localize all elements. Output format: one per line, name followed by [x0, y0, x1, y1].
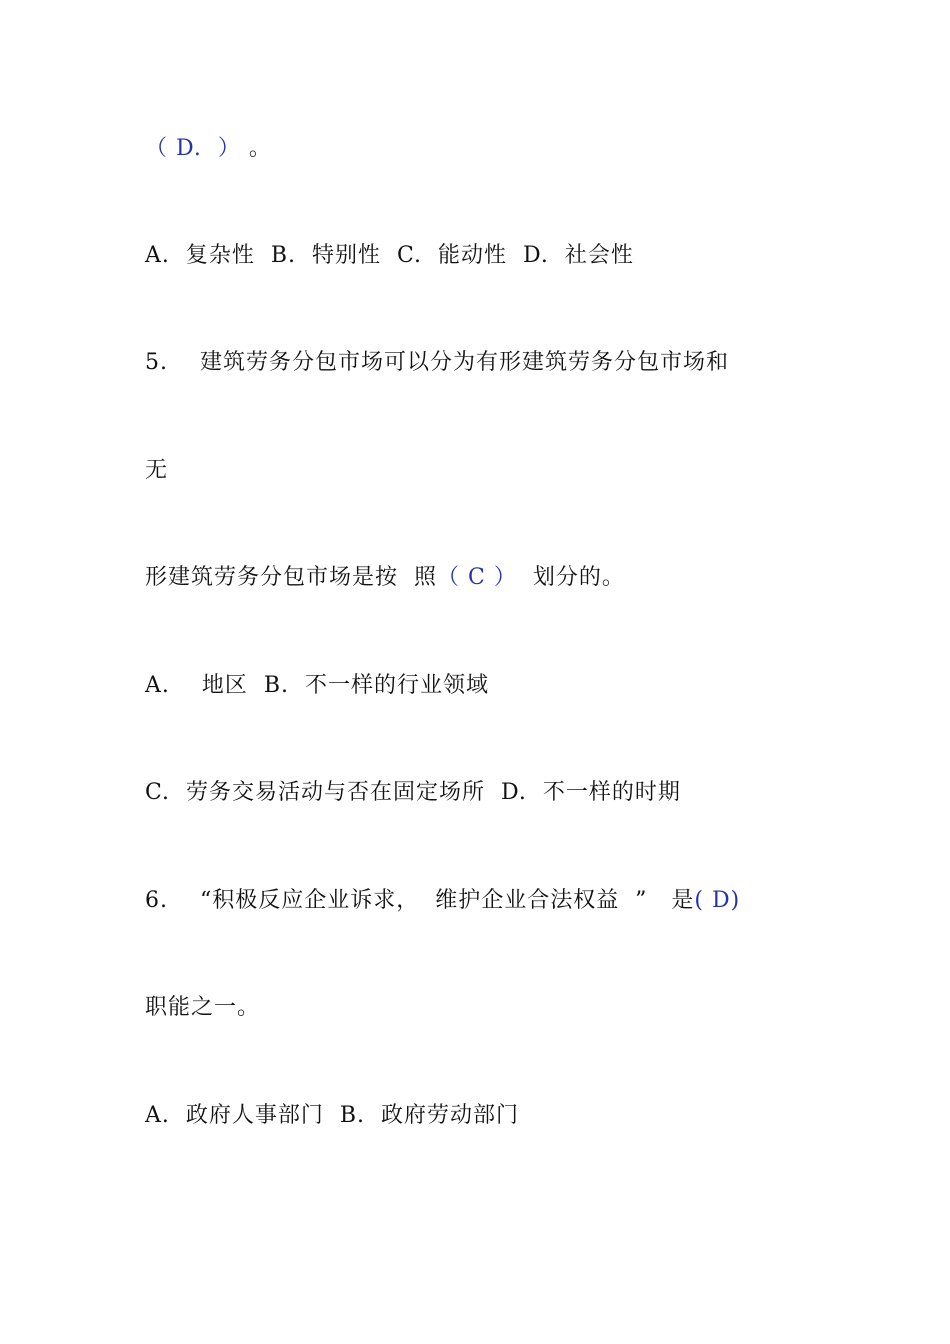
- options-line-4: A. 复杂性 B. 特别性 C. 能动性 D. 社会性: [145, 243, 634, 268]
- question-6-line-2: 职能之一。: [145, 995, 261, 1020]
- answer-line-d: [145, 134, 272, 164]
- answer-choice: （ C ）: [437, 565, 517, 590]
- question-5-line-3: [145, 563, 625, 593]
- question-5-line-1: 5. 建筑劳务分包市场可以分为有形建筑劳务分包市场和: [145, 350, 729, 375]
- question-text-end: 划分的。: [516, 565, 625, 590]
- question-text: 形建筑劳务分包市场是按 照: [145, 565, 437, 590]
- options-5-line-1: A. 地区 B. 不一样的行业领域: [145, 673, 489, 698]
- question-5-line-2: 无: [145, 458, 169, 483]
- question-text: 6. “积极反应企业诉求， 维护企业合法权益 ” 是: [145, 888, 695, 913]
- answer-choice: ( D): [694, 888, 741, 913]
- answer-choice: （ D. ）: [145, 136, 241, 161]
- question-6-line-1: [145, 886, 740, 916]
- options-6-line-1: A. 政府人事部门 B. 政府劳动部门: [145, 1103, 520, 1128]
- options-5-line-2: C. 劳务交易活动与否在固定场所 D. 不一样的时期: [145, 780, 681, 805]
- line-tail: 。: [240, 136, 272, 161]
